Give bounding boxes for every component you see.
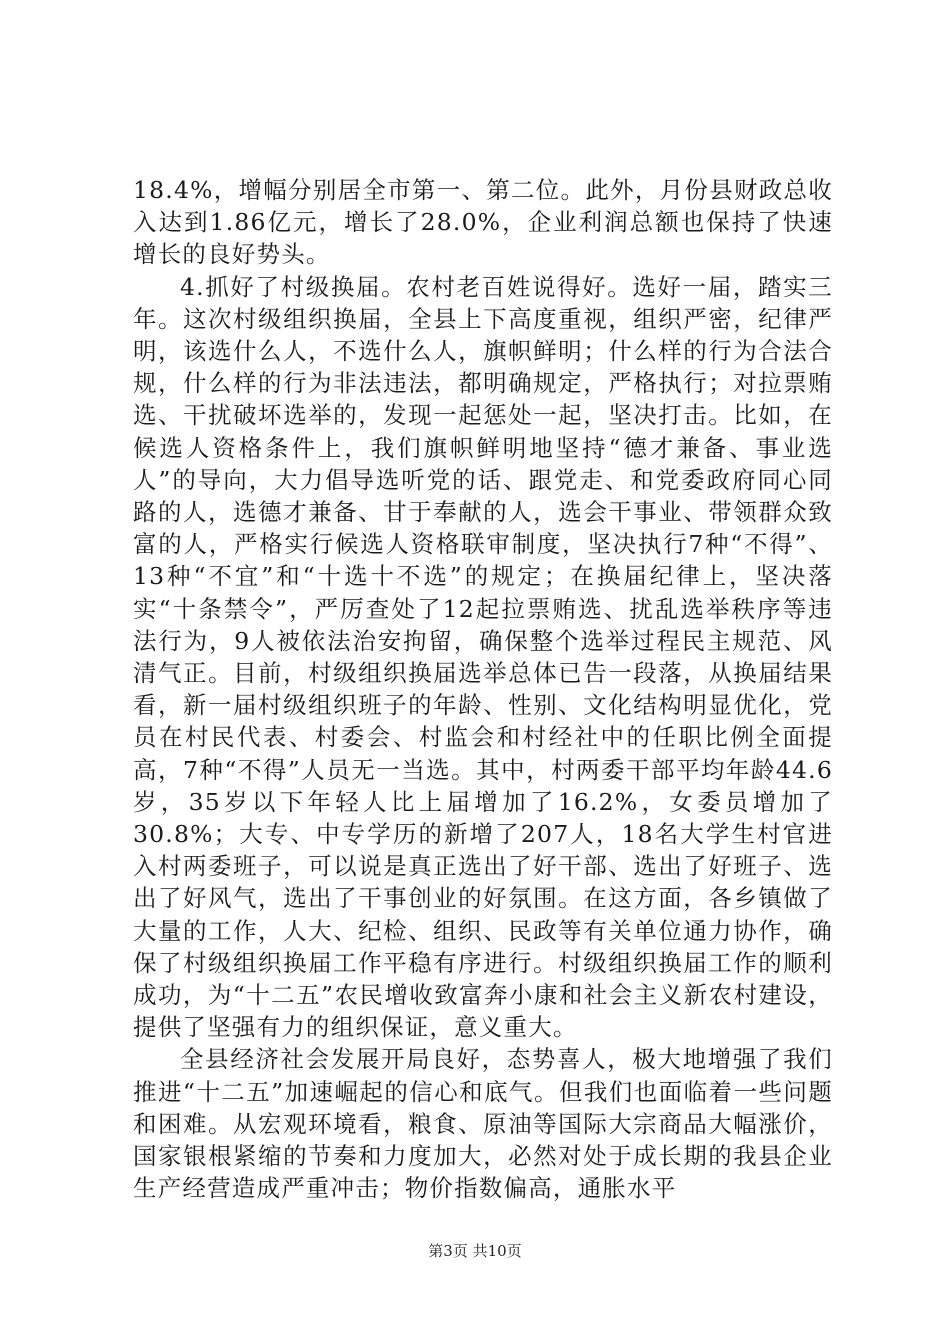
- document-body: [133, 174, 833, 1205]
- paragraph-continuation: 18.4%，增幅分别居全市第一、第二位。此外，月份县财政总收入达到1.86亿元，增长了28.0%，企业利润总额也保持了快速增长的良好势头。: [133, 176, 833, 269]
- paragraph-challenges: 全县经济社会发展开局良好，态势喜人，极大地增强了我们推进“十二五”加速崛起的信心和底气。但我们也面临着一些问题和困难。从宏观环境看，粮食、原油等国际大宗商品大幅涨价，国家银根紧缩的节奏和力度加大，必然对处于成长期的我县企业生产经营造成严重冲击；物价指数偏高，通胀水平: [133, 1045, 833, 1203]
- paragraph-village-election: 4.抓好了村级换届。农村老百姓说得好。选好一届，踏实三年。这次村级组织换届，全县上下高度重视，组织严密，纪律严明，该选什么人，不选什么人，旗帜鲜明；什么样的行为合法合规，什么样的行为非法违法，都明确规定，严格执行；对拉票贿选、干扰破坏选举的，发现一起惩处一起，坚决打击。比如，在候选人资格条件上，我们旗帜鲜明地坚持“德才兼备、事业选人”的导向，大力倡导选听党的话、跟党走、和党委政府同心同路的人，选德才兼备、甘于奉献的人，选会干事业、带领群众致富的人，严格实行候选人资格联审制度，坚决执行7种“不得”、13种“不宜”和“十选十不选”的规定；在换届纪律上，坚决落实“十条禁令”，严厉查处了12起拉票贿选、扰乱选举秩序等违法行为，9人被依法治安拘留，确保整个选举过程民主规范、风清气正。目前，村级组织换届选举总体已告一段落，从换届结果看，新一届村级组织班子的年龄、性别、文化结构明显优化，党员在村民代表、村委会、村监会和村经社中的任职比例全面提高，7种“不得”人员无一当选。其中，村两委干部平均年龄44.6岁，35岁以下年轻人比上届增加了16.2%，女委员增加了30.8%；大专、中专学历的新增了207人，18名大学生村官进入村两委班子，可以说是真正选出了好干部、选出了好班子、选出了好风气，选出了干事创业的好氛围。在这方面，各乡镇做了大量的工作，人大、纪检、组织、民政等有关单位通力协作，确保了村级组织换届工作平稳有序进行。村级组织换届工作的顺利成功，为“十二五”农民增收致富奔小康和社会主义新农村建设，提供了坚强有力的组织保证，意义重大。: [133, 272, 833, 1042]
- page-number-footer: 第3页 共10页: [428, 1242, 522, 1260]
